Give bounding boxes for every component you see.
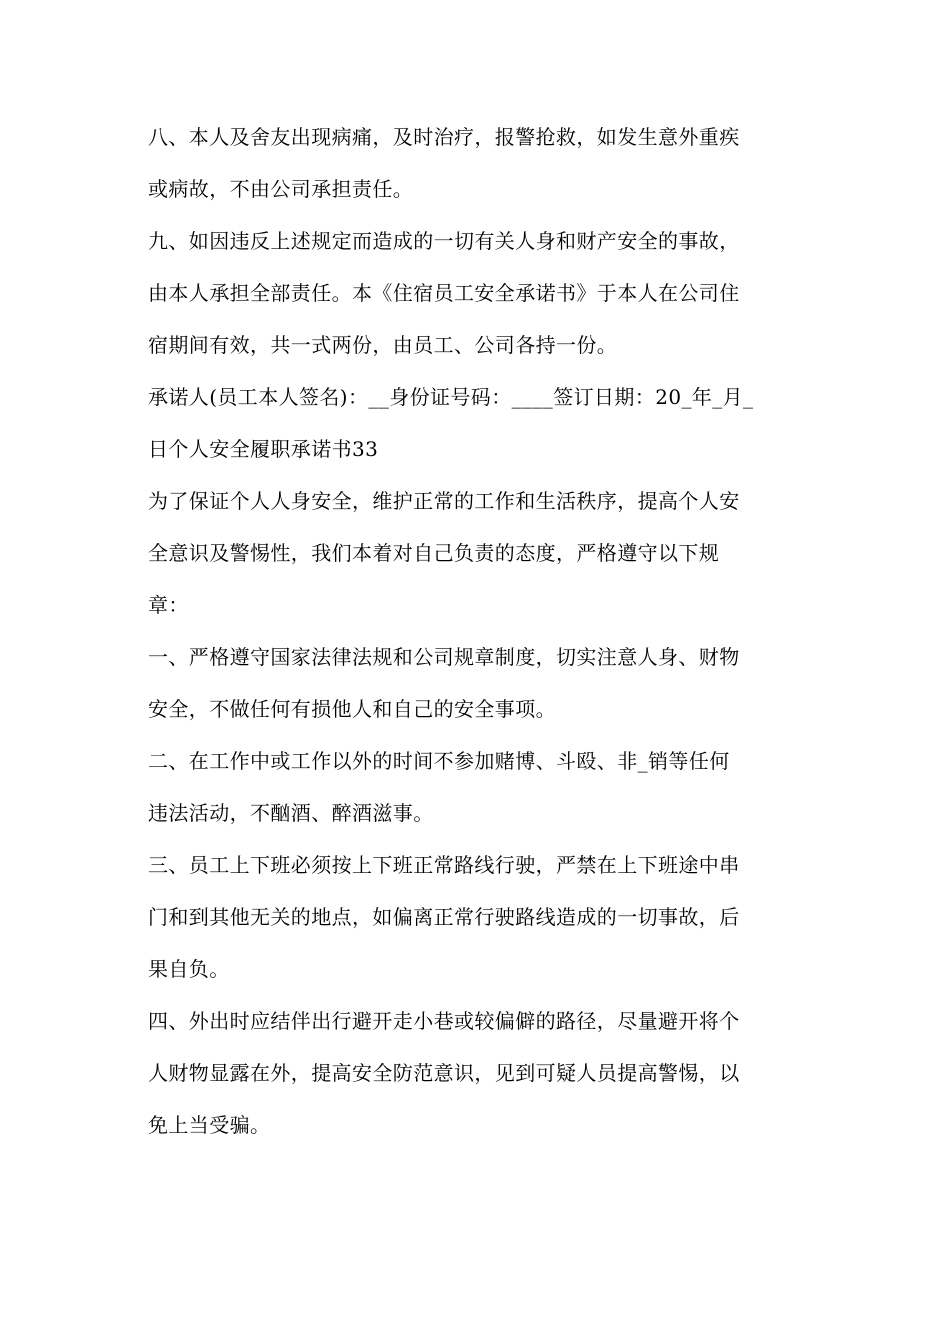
text-line: 或病故，不由公司承担责任。	[148, 177, 414, 201]
text-line: 宿期间有效，共一式两份，由员工、公司各持一份。	[148, 333, 618, 357]
text-line: 人财物显露在外，提高安全防范意识，见到可疑人员提高警惕，以	[148, 1061, 740, 1085]
text-line: 三、员工上下班必须按上下班正常路线行驶，严禁在上下班途中串	[148, 853, 740, 877]
text-line: 免上当受骗。	[148, 1113, 271, 1137]
text-line: 全意识及警惕性，我们本着对自己负责的态度，严格遵守以下规	[148, 541, 720, 565]
text-line: 八、本人及舍友出现病痛，及时治疗，报警抢救，如发生意外重疾	[148, 125, 740, 149]
text-line: 二、在工作中或工作以外的时间不参加赌博、斗殴、非_销等任何	[148, 749, 730, 773]
text-line: 九、如因违反上述规定而造成的一切有关人身和财产安全的事故，	[148, 229, 740, 253]
text-line: 四、外出时应结伴出行避开走小巷或较偏僻的路径，尽量避开将个	[148, 1009, 740, 1033]
text-line: 违法活动，不酗酒、醉酒滋事。	[148, 801, 434, 825]
text-line: 一、严格遵守国家法律法规和公司规章制度，切实注意人身、财物	[148, 645, 740, 669]
text-line: 门和到其他无关的地点，如偏离正常行驶路线造成的一切事故，后	[148, 905, 740, 929]
text-line: 安全，不做任何有损他人和自己的安全事项。	[148, 697, 556, 721]
text-line: 章：	[148, 593, 189, 617]
text-line: 承诺人(员工本人签名)：__身份证号码：____签订日期：20_年_月_	[148, 385, 754, 409]
text-line: 为了保证个人人身安全，维护正常的工作和生活秩序，提高个人安	[148, 489, 740, 513]
text-line: 日个人安全履职承诺书33	[148, 437, 379, 461]
text-line: 由本人承担全部责任。本《住宿员工安全承诺书》于本人在公司住	[148, 281, 740, 305]
text-line: 果自负。	[148, 957, 230, 981]
